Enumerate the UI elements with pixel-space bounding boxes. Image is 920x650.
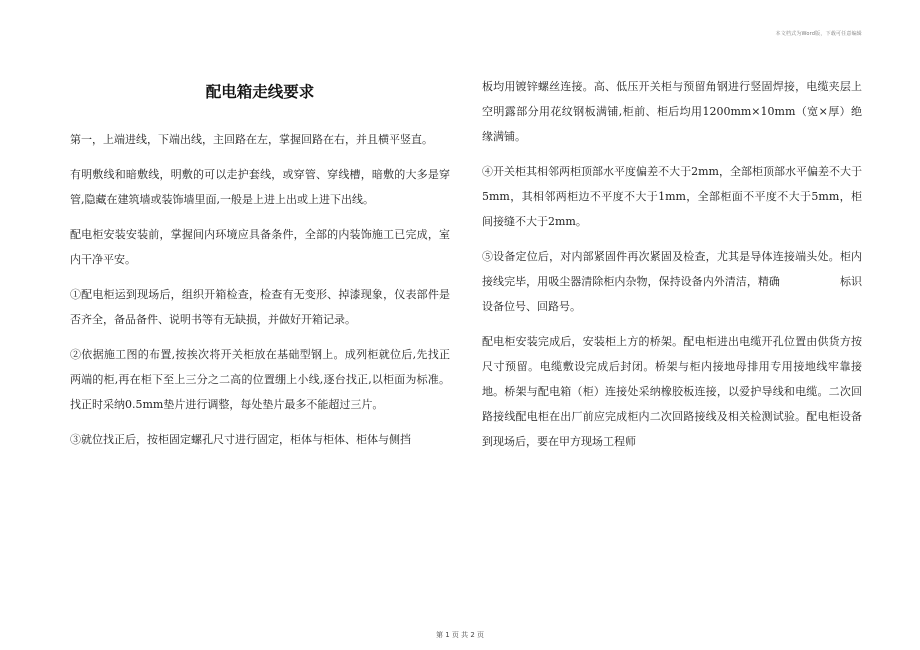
paragraph: 板均用镀锌螺丝连接。高、低压开关柜与预留角钢进行竖固焊接，电缆夹层上空明露部分用花纹钢板满铺,柜前、柜后均用1200mm×10mm（宽×厚）绝缘满铺。 bbox=[482, 80, 862, 143]
paragraph-text: 标识设备位号、回路号。 bbox=[482, 275, 863, 313]
paragraph: 有明敷线和暗敷线，明敷的可以走护套线，或穿管、穿线槽，暗敷的大多是穿管,隐藏在建筑墙或装饰墙里面,一般是上进上出或上进下出线。 bbox=[70, 168, 450, 206]
paragraph: ④开关柜其相邻两柜顶部水平度偏差不大于2mm，全部柜顶部水平偏差不大于5mm，其相邻两柜边不平度不大于1mm，全部柜面不平度不大于5mm，柜间接缝不大于2mm。 bbox=[482, 165, 862, 228]
paragraph: ③就位找正后，按柜固定螺孔尺寸进行固定，柜体与柜体、柜体与侧挡 bbox=[70, 433, 411, 446]
paragraph: 第一，上端进线，下端出线，主回路在左，掌握回路在右，并且横平竖直。 bbox=[70, 133, 433, 146]
document-title: 配电箱走线要求 bbox=[205, 82, 315, 101]
paragraph-text: ⑤设备定位后，对内部紧固件再次紧固及检查，尤其是导体连接端头处。柜内接线完毕，用吸尘器清除柜内杂物，保持设备内外清洁，精确 bbox=[482, 250, 862, 288]
paragraph: ①配电柜运到现场后，组织开箱检查，检查有无变形、掉漆现象，仪表部件是否齐全，备品备件、说明书等有无缺损，并做好开箱记录。 bbox=[70, 288, 450, 326]
page-footer: 第 1 页 共 2 页 bbox=[435, 631, 485, 639]
header-note: 本文档式为Word版，下载可任意编辑 bbox=[775, 31, 862, 37]
paragraph bbox=[482, 244, 862, 319]
paragraph: 配电柜安装安装前，掌握间内环境应具备条件，全部的内装饰施工已完成，室内干净平安。 bbox=[70, 228, 450, 266]
paragraph: ②依据施工图的布置,按挨次将开关柜放在基础型钢上。成列柜就位后,先找正两端的柜,再在柜下至上三分之二高的位置绷上小线,逐台找正,以柜面为标准。找正时采纳0.5mm垫片进行调整，每处垫片最多不能超过三片。 bbox=[70, 348, 450, 411]
left-column bbox=[70, 127, 450, 462]
paragraph: 配电柜安装完成后，安装柜上方的桥架。配电柜进出电缆开孔位置由供货方按尺寸预留。电缆敷设完成后封闭。桥架与柜内接地母排用专用接地线牢靠接地。桥架与配电箱（柜）连接处采纳橡胶板连接，以爱护导线和电缆。二次回路接线配电柜在出厂前应完成柜内二次回路接线及相关检测试验。配电柜设备到现场后，要在甲方现场工程师 bbox=[482, 335, 862, 448]
right-column bbox=[482, 74, 862, 464]
